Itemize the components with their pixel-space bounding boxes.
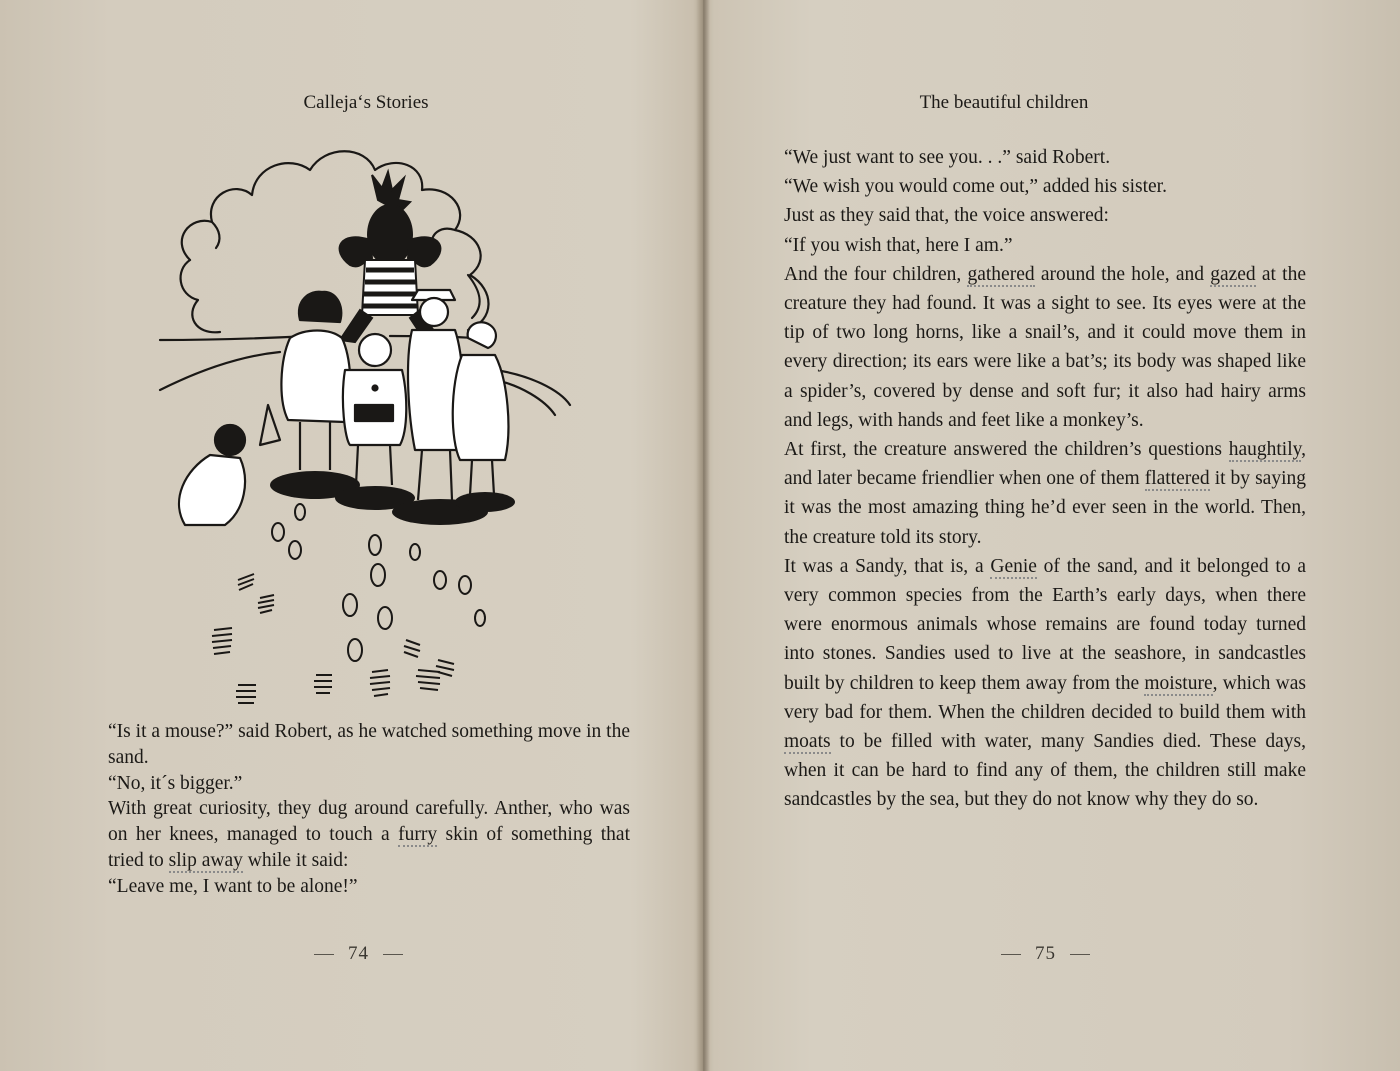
text-run: it by saying it was the most amazing thing he’d ever seen in the world. Then, the creature told its story. xyxy=(784,468,1306,548)
paragraph xyxy=(784,201,1306,230)
text-run: “We just want to see you. . .” said Robert. xyxy=(784,147,1111,168)
text-run: At first, the creature answered the children’s questions xyxy=(784,439,1229,461)
page-number-text: 74 xyxy=(348,943,369,964)
glossary-term-genie[interactable]: Genie xyxy=(990,555,1037,577)
text-run: Just as they said that, the voice answered: xyxy=(784,205,1109,227)
text-run: to be filled with water, many Sandies died. These days, when it can be hard to find any of them, the children still make sandcastles by the sea, but they do not know why they do so. xyxy=(784,731,1306,811)
right-page xyxy=(700,0,1400,1071)
text-run: “No, it´s bigger.” xyxy=(108,772,243,794)
paragraph xyxy=(784,143,1306,172)
right-running-head: The beautiful children xyxy=(919,92,1089,113)
text-run: With great curiosity, they dug around carefully. Anther, who was on her knees, managed to touch a xyxy=(108,798,630,846)
right-page-number xyxy=(987,943,1104,965)
text-run: And the four children, xyxy=(784,263,968,285)
text-run: “Leave me, I want to be alone!” xyxy=(108,875,358,897)
glossary-term-haughtily[interactable]: haughtily xyxy=(1228,439,1302,461)
glossary-term-flattered[interactable]: flattered xyxy=(1144,468,1210,490)
paragraph xyxy=(784,231,1306,260)
left-page-text xyxy=(108,719,630,900)
left-page-number xyxy=(300,943,417,965)
glossary-term-gathered[interactable]: gathered xyxy=(967,263,1035,285)
text-run: It was a Sandy, that is, a xyxy=(784,555,991,577)
illustration-children-and-sand-creature xyxy=(150,140,590,710)
text-run: of the sand, and it belonged to a very common species from the Earth’s early days, when there were enormous animals whose remains are found today turned into stones. Sandies used to live at the seashore, in sandcastles built by children to keep them away from the xyxy=(784,555,1306,694)
glossary-term-moisture[interactable]: moisture xyxy=(1144,672,1213,694)
text-run: while it said: xyxy=(242,849,349,871)
paragraph xyxy=(784,172,1306,201)
paragraph xyxy=(108,771,630,797)
paragraph xyxy=(784,260,1306,435)
text-run: “If you wish that, here I am.” xyxy=(784,234,1013,256)
glossary-term-slip-away[interactable]: slip away xyxy=(168,849,243,871)
paragraph xyxy=(784,552,1306,815)
page-number-text: 75 xyxy=(1035,943,1056,964)
text-run: “We wish you would come out,” added his sister. xyxy=(784,176,1167,198)
paragraph xyxy=(108,796,630,873)
left-running-head: Calleja‘s Stories xyxy=(303,92,429,113)
glossary-term-gazed[interactable]: gazed xyxy=(1210,263,1256,285)
text-run: , which was very bad for them. When the children decided to build them with xyxy=(784,672,1306,723)
text-run: around the hole, and xyxy=(1034,263,1211,285)
text-run: skin of something that tried to xyxy=(108,824,630,871)
paragraph xyxy=(108,719,630,771)
text-run: “Is it a mouse?” said Robert, as he watched something move in the sand. xyxy=(108,721,630,768)
paragraph xyxy=(108,874,630,900)
paragraph xyxy=(784,435,1306,552)
text-run: , and later became friendlier when one of them xyxy=(784,439,1306,490)
glossary-term-furry[interactable]: furry xyxy=(398,824,438,846)
text-run: at the creature they had found. It was a sight to see. Its eyes were at the tip of two long horns, like a snail’s, and it could move them in every direction; its ears were like a bat’s; its body was shaped like a spider’s, covered by dense and soft fur; it also had hairy arms and legs, with hands and feet like a monkey’s. xyxy=(784,263,1306,431)
glossary-term-moats[interactable]: moats xyxy=(784,731,831,753)
right-page-text xyxy=(784,143,1306,815)
